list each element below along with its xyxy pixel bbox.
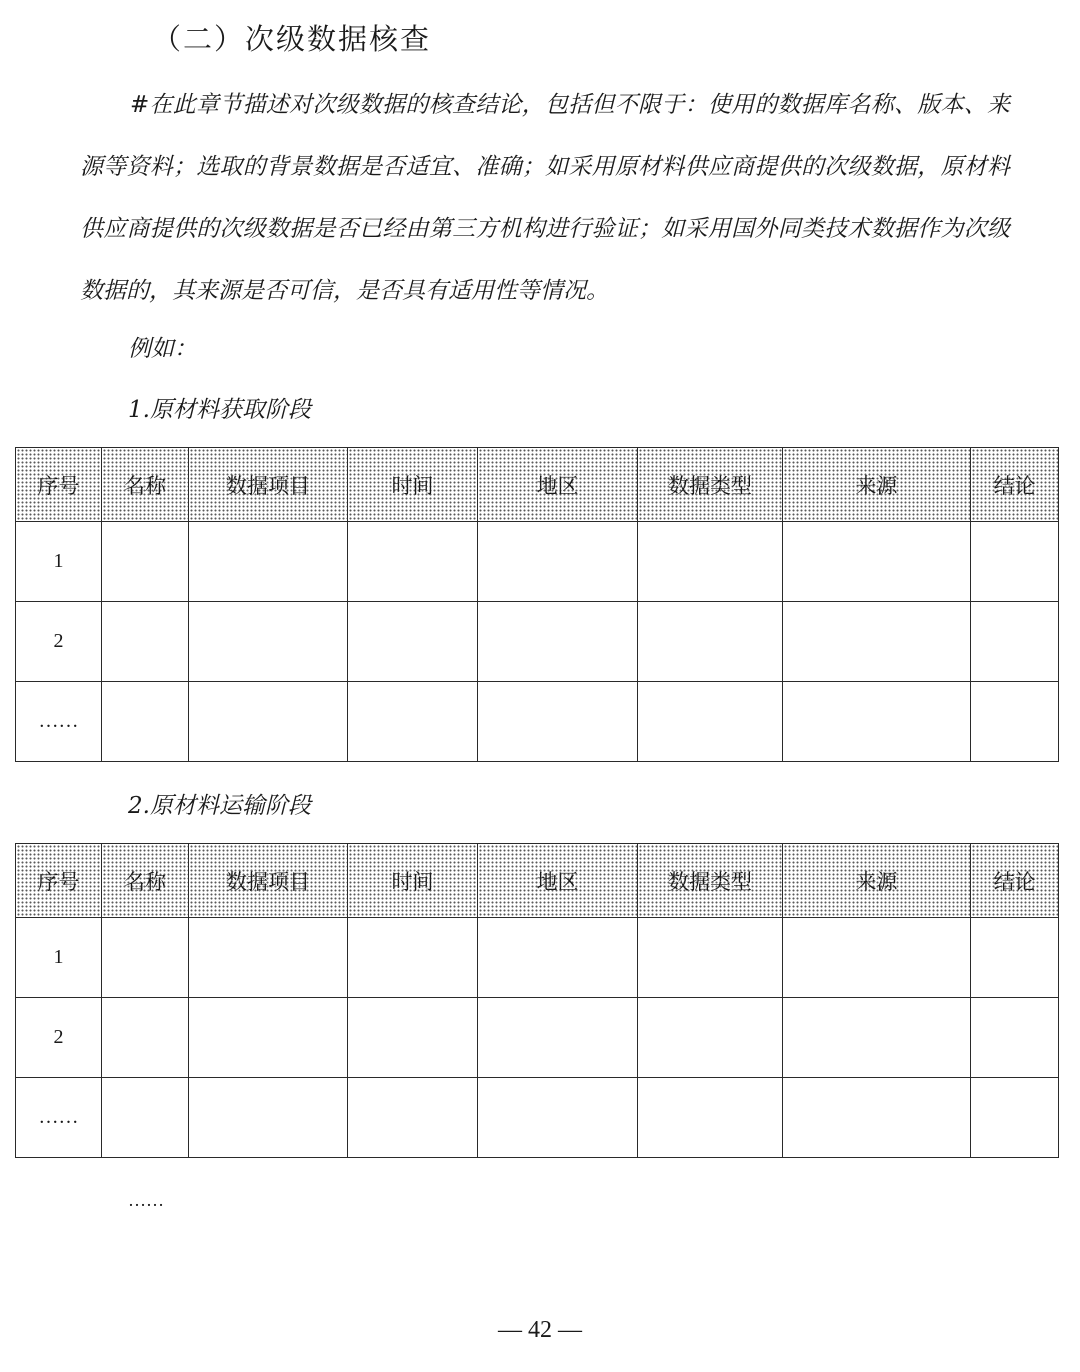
section-1-title: 1.原材料获取阶段	[128, 397, 311, 423]
table-cell	[783, 918, 971, 998]
table-cell	[971, 1078, 1059, 1158]
table-cell	[478, 682, 638, 762]
table-cell	[348, 682, 478, 762]
table-row	[16, 682, 1059, 762]
raw-material-transport-table	[15, 843, 1059, 1158]
table-cell	[783, 998, 971, 1078]
table-cell	[348, 918, 478, 998]
table-cell	[478, 602, 638, 682]
table-cell	[638, 682, 783, 762]
table-cell	[189, 918, 348, 998]
row-index: ……	[16, 1078, 102, 1158]
table-cell	[348, 602, 478, 682]
column-header-data-type: 数据类型	[638, 448, 783, 522]
table-cell	[478, 998, 638, 1078]
table-row	[16, 918, 1059, 998]
table-cell	[348, 522, 478, 602]
table-cell	[638, 918, 783, 998]
table-cell	[102, 998, 189, 1078]
column-header-source: 来源	[783, 448, 971, 522]
column-header-data-type: 数据类型	[638, 844, 783, 918]
section-heading: （二）次级数据核查	[152, 22, 432, 56]
table-cell	[783, 682, 971, 762]
column-header-name: 名称	[102, 448, 189, 522]
column-header-index: 序号	[16, 844, 102, 918]
table-cell	[102, 522, 189, 602]
example-label: 例如：	[128, 336, 197, 362]
row-index: 1	[16, 918, 102, 998]
table-cell	[638, 522, 783, 602]
row-index: ……	[16, 682, 102, 762]
column-header-name: 名称	[102, 844, 189, 918]
table-cell	[102, 1078, 189, 1158]
column-header-source: 来源	[783, 844, 971, 918]
table-header-row	[16, 448, 1059, 522]
column-header-time: 时间	[348, 448, 478, 522]
row-index: 1	[16, 522, 102, 602]
raw-material-acquisition-table	[15, 447, 1059, 762]
table-cell	[189, 998, 348, 1078]
table-cell	[189, 522, 348, 602]
table-row	[16, 998, 1059, 1078]
table-cell	[102, 602, 189, 682]
continuation-ellipsis: ……	[128, 1190, 164, 1210]
table-row	[16, 522, 1059, 602]
column-header-index: 序号	[16, 448, 102, 522]
table-cell	[971, 682, 1059, 762]
table-row	[16, 1078, 1059, 1158]
table-cell	[478, 918, 638, 998]
section-2-title: 2.原材料运输阶段	[128, 793, 311, 819]
row-index: 2	[16, 998, 102, 1078]
column-header-data-item: 数据项目	[189, 844, 348, 918]
table-cell	[783, 522, 971, 602]
table-cell	[971, 918, 1059, 998]
column-header-time: 时间	[348, 844, 478, 918]
table-cell	[348, 998, 478, 1078]
table-cell	[102, 682, 189, 762]
page-number: — 42 —	[498, 1317, 582, 1343]
column-header-data-item: 数据项目	[189, 448, 348, 522]
column-header-region: 地区	[478, 844, 638, 918]
table-cell	[189, 682, 348, 762]
table-cell	[638, 998, 783, 1078]
table-cell	[783, 602, 971, 682]
table-cell	[783, 1078, 971, 1158]
column-header-region: 地区	[478, 448, 638, 522]
column-header-conclusion: 结论	[971, 448, 1059, 522]
description-paragraph: #在此章节描述对次级数据的核查结论，包括但不限于：使用的数据库名称、版本、来源等资料；选取的背景数据是否适宜、准确；如采用原材料供应商提供的次级数据，原材料供应商提供的次级数据是否已经由第三方机构进行验证；如采用国外同类技术数据作为次级数据的，其来源是否可信，是否具有适用性等情况。	[80, 92, 1010, 304]
table-cell	[348, 1078, 478, 1158]
table-cell	[638, 1078, 783, 1158]
table-cell	[102, 918, 189, 998]
table-cell	[478, 1078, 638, 1158]
table-cell	[478, 522, 638, 602]
row-index: 2	[16, 602, 102, 682]
table-row	[16, 602, 1059, 682]
table-cell	[189, 1078, 348, 1158]
table-cell	[971, 602, 1059, 682]
table-header-row	[16, 844, 1059, 918]
table-cell	[638, 602, 783, 682]
table-cell	[189, 602, 348, 682]
column-header-conclusion: 结论	[971, 844, 1059, 918]
table-cell	[971, 998, 1059, 1078]
table-cell	[971, 522, 1059, 602]
